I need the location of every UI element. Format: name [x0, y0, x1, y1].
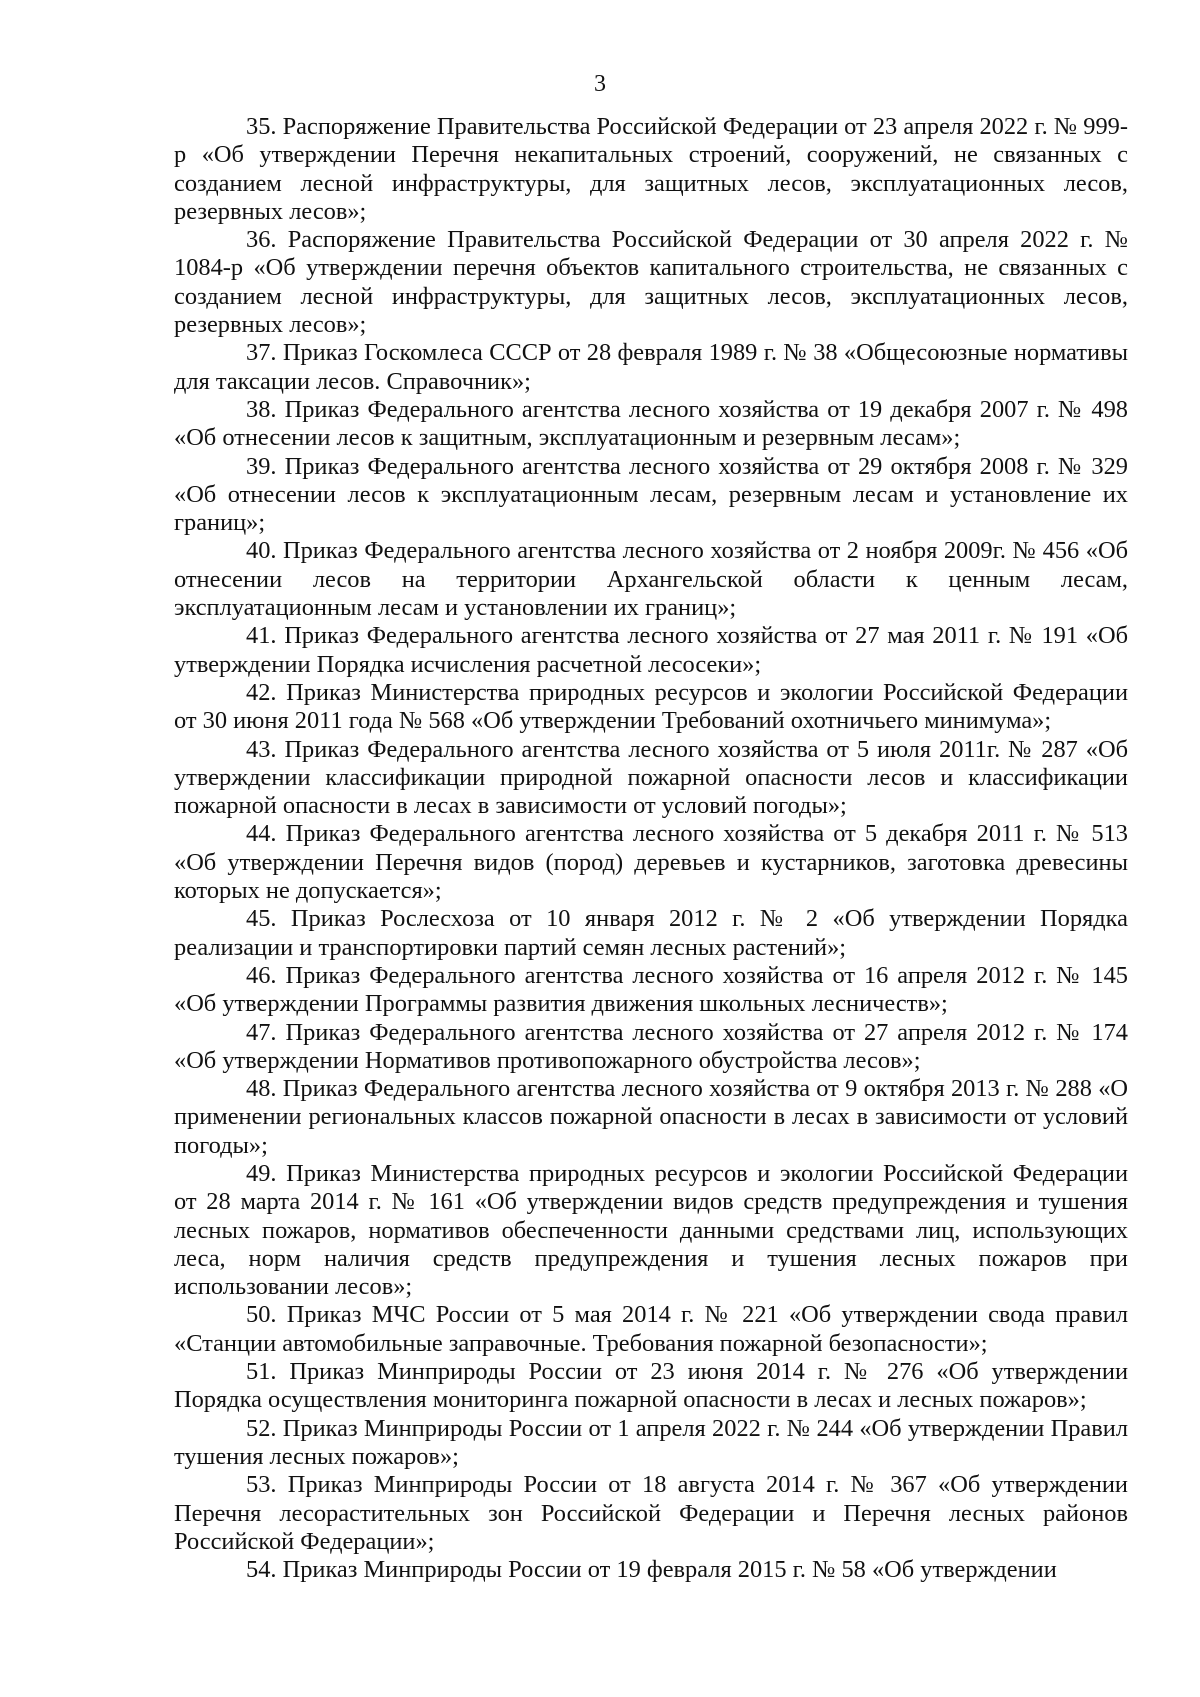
- list-item-53: 53. Приказ Минприроды России от 18 августа 2014 г. № 367 «Об утверждении Перечня лесорастительных зон Российской Федерации и Перечня лесных районов Российской Федерации»;: [174, 1471, 1128, 1555]
- list-item-47: 47. Приказ Федерального агентства лесного хозяйства от 27 апреля 2012 г. № 174 «Об утверждении Нормативов противопожарного обустройства лесов»;: [174, 1018, 1128, 1074]
- list-item-41: 41. Приказ Федерального агентства лесного хозяйства от 27 мая 2011 г. № 191 «Об утверждении Порядка исчисления расчетной лесосеки»;: [174, 622, 1128, 678]
- list-item-43: 43. Приказ Федерального агентства лесного хозяйства от 5 июля 2011г. № 287 «Об утверждении классификации природной пожарной опасности лесов и классификации пожарной опасности в лесах в зависимости от условий погоды»;: [174, 735, 1128, 820]
- list-item-39: 39. Приказ Федерального агентства лесного хозяйства от 29 октября 2008 г. № 329 «Об отнесении лесов к эксплуатационным лесам, резервным лесам и установление их границ»;: [174, 452, 1128, 537]
- list-item-51: 51. Приказ Минприроды России от 23 июня 2014 г. № 276 «Об утверждении Порядка осуществления мониторинга пожарной опасности в лесах и лесных пожаров»;: [174, 1358, 1128, 1414]
- list-item-52: 52. Приказ Минприроды России от 1 апреля 2022 г. № 244 «Об утверждении Правил тушения лесных пожаров»;: [174, 1414, 1128, 1470]
- list-item-49: 49. Приказ Министерства природных ресурсов и экологии Российской Федерации от 28 марта 2014 г. № 161 «Об утверждении видов средств предупреждения и тушения лесных пожаров, нормативов обеспеченности данными средствами лиц, использующих леса, норм наличия средств предупреждения и тушения лесных пожаров при использовании лесов»;: [174, 1159, 1128, 1301]
- list-item-38: 38. Приказ Федерального агентства лесного хозяйства от 19 декабря 2007 г. № 498 «Об отнесении лесов к защитным, эксплуатационным и резервным лесам»;: [174, 395, 1128, 452]
- list-item-37: 37. Приказ Госкомлеса СССР от 28 февраля 1989 г. № 38 «Общесоюзные нормативы для таксации лесов. Справочник»;: [174, 339, 1128, 395]
- list-item-42: 42. Приказ Министерства природных ресурсов и экологии Российской Федерации от 30 июня 2011 года № 568 «Об утверждении Требований охотничьего минимума»;: [174, 678, 1128, 735]
- list-item-44: 44. Приказ Федерального агентства лесного хозяйства от 5 декабря 2011 г. № 513 «Об утверждении Перечня видов (пород) деревьев и кустарников, заготовка древесины которых не допускается»;: [174, 820, 1128, 905]
- page-number: 3: [594, 71, 606, 97]
- list-item-40: 40. Приказ Федерального агентства лесного хозяйства от 2 ноября 2009г. № 456 «Об отнесении лесов на территории Архангельской области к ценным лесам, эксплуатационным лесам и установлении их границ»;: [174, 537, 1128, 622]
- list-item-46: 46. Приказ Федерального агентства лесного хозяйства от 16 апреля 2012 г. № 145 «Об утверждении Программы развития движения школьных лесничеств»;: [174, 961, 1128, 1018]
- list-item-48: 48. Приказ Федерального агентства лесного хозяйства от 9 октября 2013 г. № 288 «О применении региональных классов пожарной опасности в лесах в зависимости от условий погоды»;: [174, 1075, 1128, 1159]
- legal-acts-list: [174, 113, 1128, 1584]
- list-item-50: 50. Приказ МЧС России от 5 мая 2014 г. № 221 «Об утверждении свода правил «Станции автомобильные заправочные. Требования пожарной безопасности»;: [174, 1301, 1128, 1357]
- list-item-54: 54. Приказ Минприроды России от 19 февраля 2015 г. № 58 «Об утверждении: [246, 1556, 1057, 1584]
- list-item-45: 45. Приказ Рослесхоза от 10 января 2012 г. № 2 «Об утверждении Порядка реализации и транспортировки партий семян лесных растений»;: [174, 905, 1128, 961]
- list-item-36: 36. Распоряжение Правительства Российской Федерации от 30 апреля 2022 г. № 1084-р «Об утверждении перечня объектов капитального строительства, не связанных с созданием лесной инфраструктуры, для защитных лесов, эксплуатационных лесов, резервных лесов»;: [174, 226, 1128, 339]
- list-item-35: 35. Распоряжение Правительства Российской Федерации от 23 апреля 2022 г. № 999-р «Об утверждении Перечня некапитальных строений, сооружений, не связанных с созданием лесной инфраструктуры, для защитных лесов, эксплуатационных лесов, резервных лесов»;: [174, 113, 1128, 225]
